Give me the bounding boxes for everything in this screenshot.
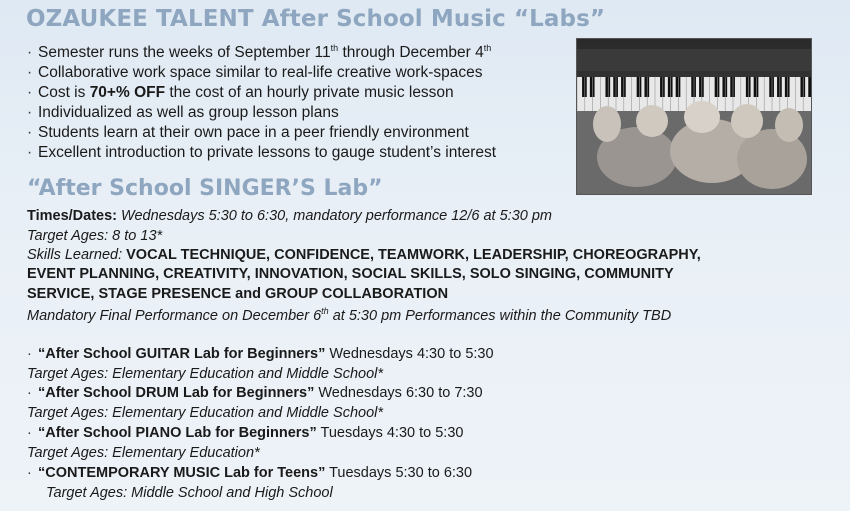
lab-piano: · “After School PIANO Lab for Beginners” Tuesdays 4:30 to 5:30 xyxy=(27,425,464,441)
singer-final-performance: Mandatory Final Performance on December 6th at 5:30 pm Performances within the Community TBD xyxy=(27,306,672,324)
lab-contemporary-ages: Target Ages: Middle School and High School xyxy=(46,485,333,501)
list-item: · Collaborative work space similar to real-life creative work-spaces xyxy=(27,64,483,82)
lab-piano-ages: Target Ages: Elementary Education* xyxy=(27,445,260,461)
singer-skills-1: Skills Learned: VOCAL TECHNIQUE, CONFIDENCE, TEAMWORK, LEADERSHIP, CHOREOGRAPHY, xyxy=(27,247,701,263)
bullet-icon: · xyxy=(27,44,33,62)
singer-skills-2: EVENT PLANNING, CREATIVITY, INNOVATION, SOCIAL SKILLS, SOLO SINGING, COMMUNITY xyxy=(27,266,674,282)
bullet-icon: · xyxy=(27,84,33,102)
bullet-icon: · xyxy=(27,104,33,122)
bullet-icon: · xyxy=(27,144,33,162)
bullet-icon: · xyxy=(27,124,33,142)
singer-skills-3: SERVICE, STAGE PRESENCE and GROUP COLLABORATION xyxy=(27,286,449,302)
list-item: · Semester runs the weeks of September 11th through December 4th xyxy=(27,43,492,62)
lab-guitar-ages: Target Ages: Elementary Education and Middle School* xyxy=(27,366,384,382)
lab-drum-ages: Target Ages: Elementary Education and Middle School* xyxy=(27,405,384,421)
piano-photo xyxy=(576,38,812,195)
feature-list xyxy=(27,38,496,163)
lab-contemporary: · “CONTEMPORARY MUSIC Lab for Teens” Tuesdays 5:30 to 6:30 xyxy=(27,465,473,481)
singer-times: Times/Dates: Wednesdays 5:30 to 6:30, mandatory performance 12/6 at 5:30 pm xyxy=(27,208,552,224)
list-item: · Students learn at their own pace in a peer friendly environment xyxy=(27,124,469,142)
bullet-icon: · xyxy=(27,64,33,82)
list-item: · Excellent introduction to private lessons to gauge student’s interest xyxy=(27,144,497,162)
list-item: · Cost is 70+% OFF the cost of an hourly private music lesson xyxy=(27,84,454,102)
singer-ages: Target Ages: 8 to 13* xyxy=(27,228,163,244)
singer-lab-heading: “After School SINGER’S Lab” xyxy=(27,176,383,201)
list-item: · Individualized as well as group lesson plans xyxy=(27,104,339,122)
lab-guitar: · “After School GUITAR Lab for Beginners” Wednesdays 4:30 to 5:30 xyxy=(27,346,494,362)
lab-drum: · “After School DRUM Lab for Beginners” Wednesdays 6:30 to 7:30 xyxy=(27,385,483,401)
page-title: OZAUKEE TALENT After School Music “Labs” xyxy=(26,6,606,32)
piano-hands-image xyxy=(577,39,811,194)
